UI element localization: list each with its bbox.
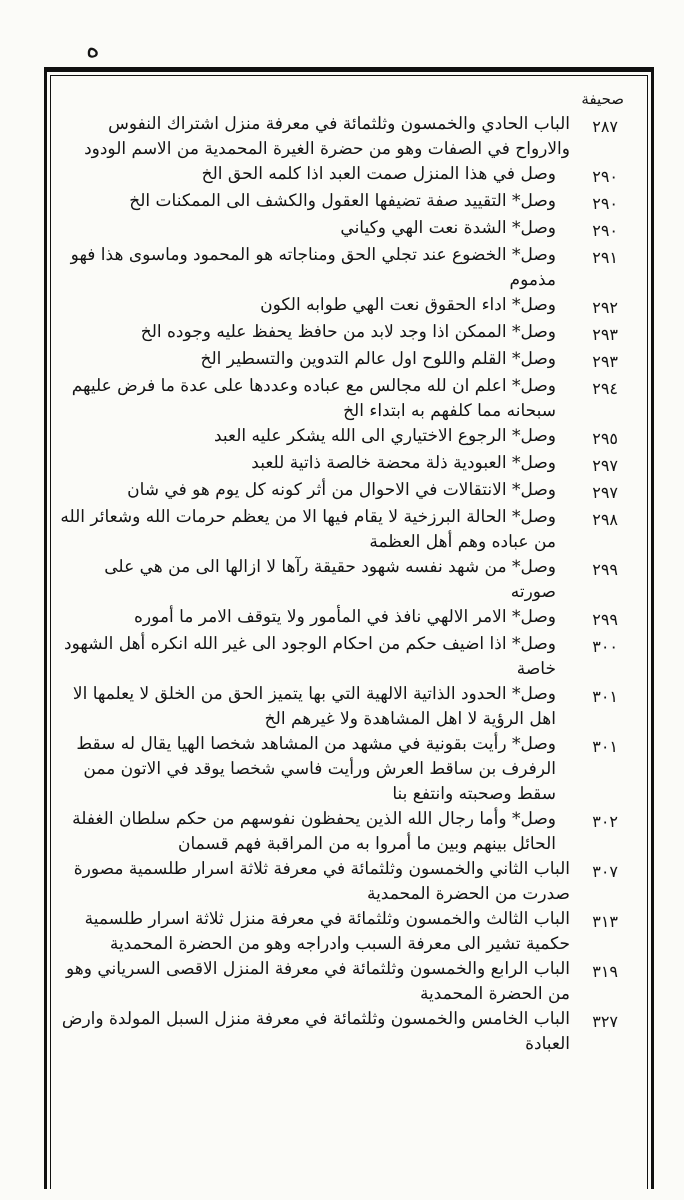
toc-entry-page: ٢٩٥ (592, 429, 618, 448)
toc-entry-title: وصل في هذا المنزل صمت العبد اذا كلمه الحق الخ (201, 164, 556, 184)
toc-entry-page: ٢٩٩ (592, 610, 618, 629)
toc-entry (60, 807, 618, 857)
toc-entry-page: ٢٩٣ (592, 352, 618, 371)
toc-entry-page: ٢٩٤ (592, 379, 618, 398)
toc-entry-page: ٢٩٨ (592, 510, 618, 529)
frame-inner-left (50, 75, 51, 1189)
toc-entry (60, 162, 618, 189)
toc-entry-page: ٢٩٢ (592, 298, 618, 317)
toc-entry-title: وصل* الممكن اذا وجد لابد من حافظ يحفظ عليه وجوده الخ (140, 322, 556, 342)
toc-entry (60, 505, 618, 555)
toc-entry-title: وصل* العبودية ذلة محضة خالصة ذاتية للعبد (251, 453, 556, 473)
toc-entry-page: ٣٠١ (592, 737, 618, 756)
toc-entry-page: ٢٩٧ (592, 483, 618, 502)
toc-entry-title: وصل* الحالة البرزخية لا يقام فيها الا من يعظم حرمات الله وشعائر الله من عباده وهم أهل العظمة (60, 507, 556, 552)
toc-entry (60, 374, 618, 424)
toc-entry-page: ٣٠٧ (592, 862, 618, 881)
toc-entry-title: وصل* اداء الحقوق نعت الهي طوابه الكون (260, 295, 556, 315)
column-header: صحيفة (581, 90, 624, 108)
toc-entry-title: وصل* الرجوع الاختياري الى الله يشكر عليه العبد (213, 426, 556, 446)
toc-entry-page: ٢٩٩ (592, 560, 618, 579)
toc-entry (60, 243, 618, 293)
toc-entry-page: ٣٢٧ (592, 1012, 618, 1031)
toc-entry-title: وصل* القلم واللوح اول عالم التدوين والتسطير الخ (200, 349, 556, 369)
toc-entry (60, 1007, 618, 1057)
toc-entry (60, 347, 618, 374)
toc-entry-page: ٢٩٣ (592, 325, 618, 344)
toc-entry (60, 424, 618, 451)
toc-entry (60, 957, 618, 1007)
toc-entry-title: وصل* من شهد نفسه شهود حقيقة رآها لا ازالها الى من هي على صورته (104, 557, 556, 602)
toc-entry (60, 189, 618, 216)
toc-entry (60, 732, 618, 807)
toc-entry-title: وصل* اعلم ان لله مجالس مع عباده وعددها على عدة ما فرض عليهم سبحانه مما كلفهم به ابتداء الخ (71, 376, 556, 421)
table-of-contents (60, 112, 618, 1057)
toc-entry-title: الباب الثاني والخمسون وثلثمائة في معرفة ثلاثة اسرار طلسمية مصورة صدرت من الحضرة المحمدية (73, 859, 570, 904)
toc-entry-title: وصل* رأيت بقونية في مشهد من المشاهد شخصا الهيا يقال له سقط الرفرف بن ساقط العرش ورأيت فاسي شخصا يوقد في الاتون ممن سقط وصحبته وانتفع بنا (76, 734, 556, 804)
page-number: ه (86, 34, 100, 64)
toc-entry-title: الباب الثالث والخمسون وثلثمائة في معرفة منزل ثلاثة اسرار طلسمية حكمية تشير الى معرفة السبب وادراجه وهو من الحضرة المحمدية (84, 909, 570, 954)
toc-entry (60, 907, 618, 957)
toc-entry (60, 320, 618, 347)
toc-entry (60, 605, 618, 632)
toc-entry (60, 112, 618, 162)
toc-entry (60, 216, 618, 243)
toc-entry-page: ٢٩١ (592, 248, 618, 267)
toc-entry (60, 451, 618, 478)
toc-entry-page: ٢٩٠ (592, 167, 618, 186)
toc-entry-title: وصل* التقييد صفة تضيفها العقول والكشف الى الممكنات الخ (129, 191, 556, 211)
frame-inner-rule (51, 75, 647, 76)
toc-entry (60, 555, 618, 605)
toc-entry (60, 632, 618, 682)
toc-entry-page: ٣١٣ (592, 912, 618, 931)
toc-entry-page: ٢٩٠ (592, 194, 618, 213)
toc-entry-title: وصل* الخضوع عند تجلي الحق ومناجاته هو المحمود وماسوى هذا فهو مذموم (70, 245, 556, 290)
toc-entry-page: ٣١٩ (592, 962, 618, 981)
toc-entry-title: وصل* الشدة نعت الهي وكياني (340, 218, 556, 238)
toc-entry-title: وصل* الامر الالهي نافذ في المأمور ولا يتوقف الامر ما أموره (133, 607, 556, 627)
toc-entry-title: وصل* وأما رجال الله الذين يحفظون نفوسهم من حكم سلطان الغفلة الحائل بينهم وبين ما أمروا به من المراقبة فهم قسمان (72, 809, 556, 854)
toc-entry-title: الباب الحادي والخمسون وثلثمائة في معرفة منزل اشتراك النفوس والارواح في الصفات وهو من حضرة الغيرة المحمدية من الاسم الودود (84, 114, 570, 159)
toc-entry (60, 682, 618, 732)
toc-entry-page: ٣٠٢ (592, 812, 618, 831)
toc-entry (60, 293, 618, 320)
toc-entry (60, 857, 618, 907)
toc-entry-page: ٣٠٠ (592, 637, 618, 656)
toc-entry-page: ٢٩٧ (592, 456, 618, 475)
toc-entry-title: الباب الرابع والخمسون وثلثمائة في معرفة المنزل الاقصى السرياني وهو من الحضرة المحمدية (65, 959, 570, 1004)
toc-entry-title: وصل* الانتقالات في الاحوال من أثر كونه كل يوم هو في شان (127, 480, 556, 500)
toc-entry-page: ٢٩٠ (592, 221, 618, 240)
toc-entry-title: وصل* اذا اضيف حكم من احكام الوجود الى غير الله انكره أهل الشهود خاصة (64, 634, 556, 679)
toc-entry-title: الباب الخامس والخمسون وثلثمائة في معرفة منزل السبل المولدة وارض العبادة (61, 1009, 570, 1054)
toc-entry (60, 478, 618, 505)
toc-entry-title: وصل* الحدود الذاتية الالهية التي بها يتميز الحق من الخلق لا يعلمها الا اهل الرؤية لا اهل المشاهدة ولا غيرهم الخ (72, 684, 556, 729)
toc-entry-page: ٣٠١ (592, 687, 618, 706)
frame-inner-right (647, 75, 648, 1189)
toc-entry-page: ٢٨٧ (592, 117, 618, 136)
